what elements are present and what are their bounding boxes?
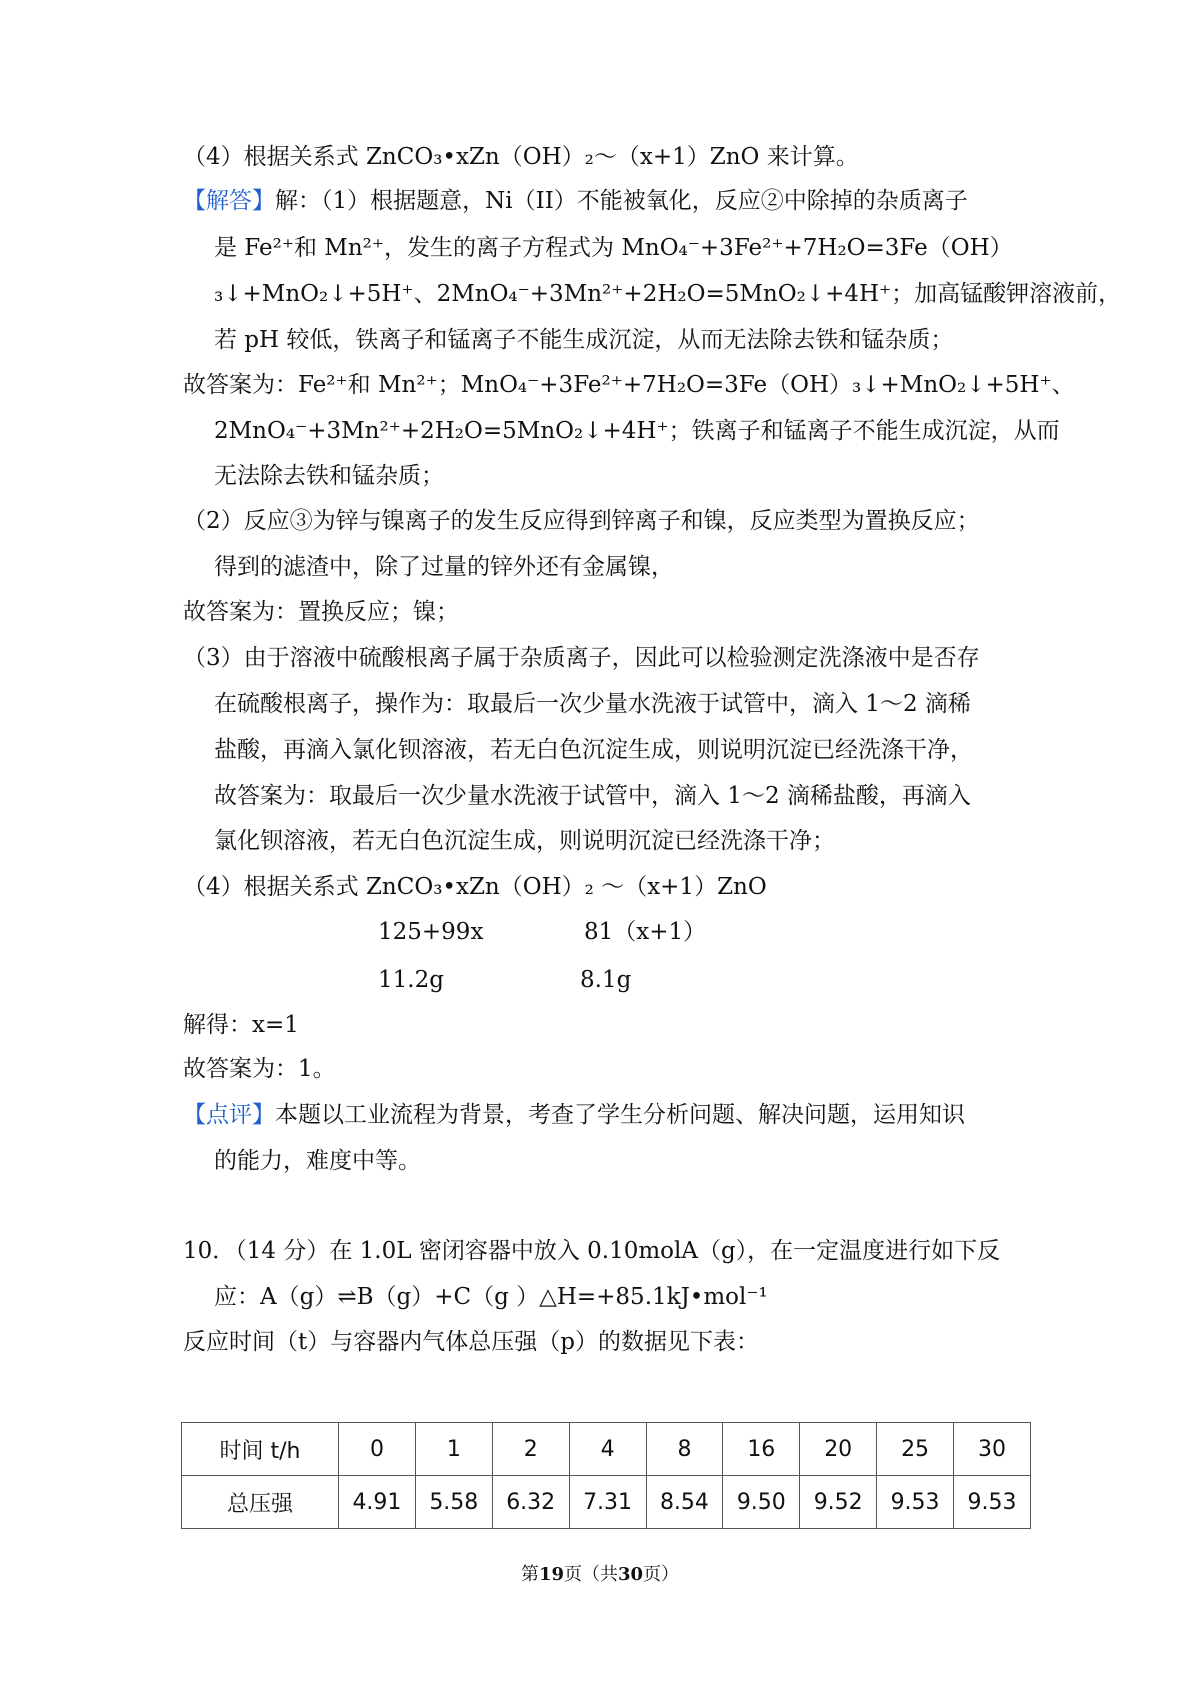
answer-line	[183, 186, 968, 216]
table-header-pressure: 总压强	[182, 1476, 339, 1529]
pressure-time-table	[181, 1422, 1031, 1529]
text-line: （4）根据关系式 ZnCO₃•xZn（OH）₂～（x+1）ZnO 来计算。	[183, 144, 859, 170]
footer-suffix: 页）	[643, 1564, 680, 1585]
table-cell: 0	[339, 1423, 416, 1476]
text-line: 盐酸，再滴入氯化钡溶液，若无白色沉淀生成，则说明沉淀已经洗涤干净，	[214, 737, 973, 763]
text-line: 2MnO₄⁻+3Mn²⁺+2H₂O=5MnO₂↓+4H⁺；铁离子和锰离子不能生成沉淀，从而	[214, 418, 1060, 444]
table-cell: 4	[569, 1423, 646, 1476]
question-line: 应：A（g）⇌B（g）+C（g ）△H=+85.1kJ•mol⁻¹	[214, 1284, 768, 1310]
table-cell: 30	[954, 1423, 1031, 1476]
page-footer	[0, 1563, 1200, 1587]
text-line: 故答案为：Fe²⁺和 Mn²⁺；MnO₄⁻+3Fe²⁺+7H₂O=3Fe（OH）₃↓+MnO₂↓+5H⁺、	[183, 372, 1075, 398]
text-line: 的能力，难度中等。	[214, 1148, 421, 1174]
table-cell: 5.58	[415, 1476, 492, 1529]
text-line: 若 pH 较低，铁离子和锰离子不能生成沉淀，从而无法除去铁和锰杂质；	[214, 327, 954, 353]
calc-zno-value: 8.1g	[580, 967, 632, 993]
text-line: 氯化钡溶液，若无白色沉淀生成，则说明沉淀已经洗涤干净；	[214, 828, 835, 854]
calc-zno-formula: 81（x+1）	[584, 919, 707, 945]
table-row	[182, 1476, 1031, 1529]
question-line: 反应时间（t）与容器内气体总压强（p）的数据见下表：	[183, 1329, 759, 1355]
comment-line	[183, 1100, 965, 1130]
table-cell: 20	[800, 1423, 877, 1476]
table-cell: 9.52	[800, 1476, 877, 1529]
answer-tag: 【解答】	[183, 188, 275, 214]
table-cell: 25	[877, 1423, 954, 1476]
footer-total-pages: 30	[618, 1564, 644, 1585]
table-cell: 9.50	[723, 1476, 800, 1529]
text-line: 在硫酸根离子，操作为：取最后一次少量水洗液于试管中，滴入 1～2 滴稀	[214, 691, 971, 717]
text-line: （3）由于溶液中硫酸根离子属于杂质离子，因此可以检验测定洗涤液中是否存	[183, 645, 980, 671]
text-line: 故答案为：取最后一次少量水洗液于试管中，滴入 1～2 滴稀盐酸，再滴入	[214, 783, 971, 809]
text-line: （4）根据关系式 ZnCO₃•xZn（OH）₂ ～（x+1）ZnO	[183, 874, 767, 900]
text-line: 故答案为：1。	[183, 1056, 336, 1082]
table-cell: 16	[723, 1423, 800, 1476]
table-cell: 9.53	[954, 1476, 1031, 1529]
footer-page-number: 19	[538, 1564, 564, 1585]
text-line: 无法除去铁和锰杂质；	[214, 463, 444, 489]
table-cell: 7.31	[569, 1476, 646, 1529]
table-cell: 2	[492, 1423, 569, 1476]
footer-middle: 页（共	[564, 1564, 618, 1585]
text-line: 是 Fe²⁺和 Mn²⁺，发生的离子方程式为 MnO₄⁻+3Fe²⁺+7H₂O=3Fe（OH）	[214, 235, 1013, 261]
table-cell: 1	[415, 1423, 492, 1476]
text-line: （2）反应③为锌与镍离子的发生反应得到锌离子和镍，反应类型为置换反应；	[183, 508, 980, 534]
text-line: 解得：x=1	[183, 1012, 299, 1038]
table-header-time: 时间 t/h	[182, 1423, 339, 1476]
text-line: 故答案为：置换反应；镍；	[183, 599, 459, 625]
comment-tag: 【点评】	[183, 1102, 275, 1128]
table-cell: 8.54	[646, 1476, 723, 1529]
comment-text: 本题以工业流程为背景，考查了学生分析问题、解决问题，运用知识	[275, 1102, 965, 1128]
question-line: 10．（14 分）在 1.0L 密闭容器中放入 0.10molA（g），在一定温度进行如下反	[183, 1238, 1001, 1264]
calc-mass-value: 11.2g	[378, 967, 444, 993]
text-line: ₃↓+MnO₂↓+5H⁺、2MnO₄⁻+3Mn²⁺+2H₂O=5MnO₂↓+4H⁺；加高锰酸钾溶液前，	[214, 281, 1122, 307]
answer-text: 解：（1）根据题意，Ni（II）不能被氧化，反应②中除掉的杂质离子	[275, 188, 968, 214]
table-cell: 6.32	[492, 1476, 569, 1529]
table-cell: 4.91	[339, 1476, 416, 1529]
table-row	[182, 1423, 1031, 1476]
table-cell: 8	[646, 1423, 723, 1476]
table-cell: 9.53	[877, 1476, 954, 1529]
text-line: 得到的滤渣中，除了过量的锌外还有金属镍，	[214, 554, 674, 580]
calc-mass-formula: 125+99x	[378, 919, 484, 945]
footer-prefix: 第	[520, 1564, 539, 1585]
